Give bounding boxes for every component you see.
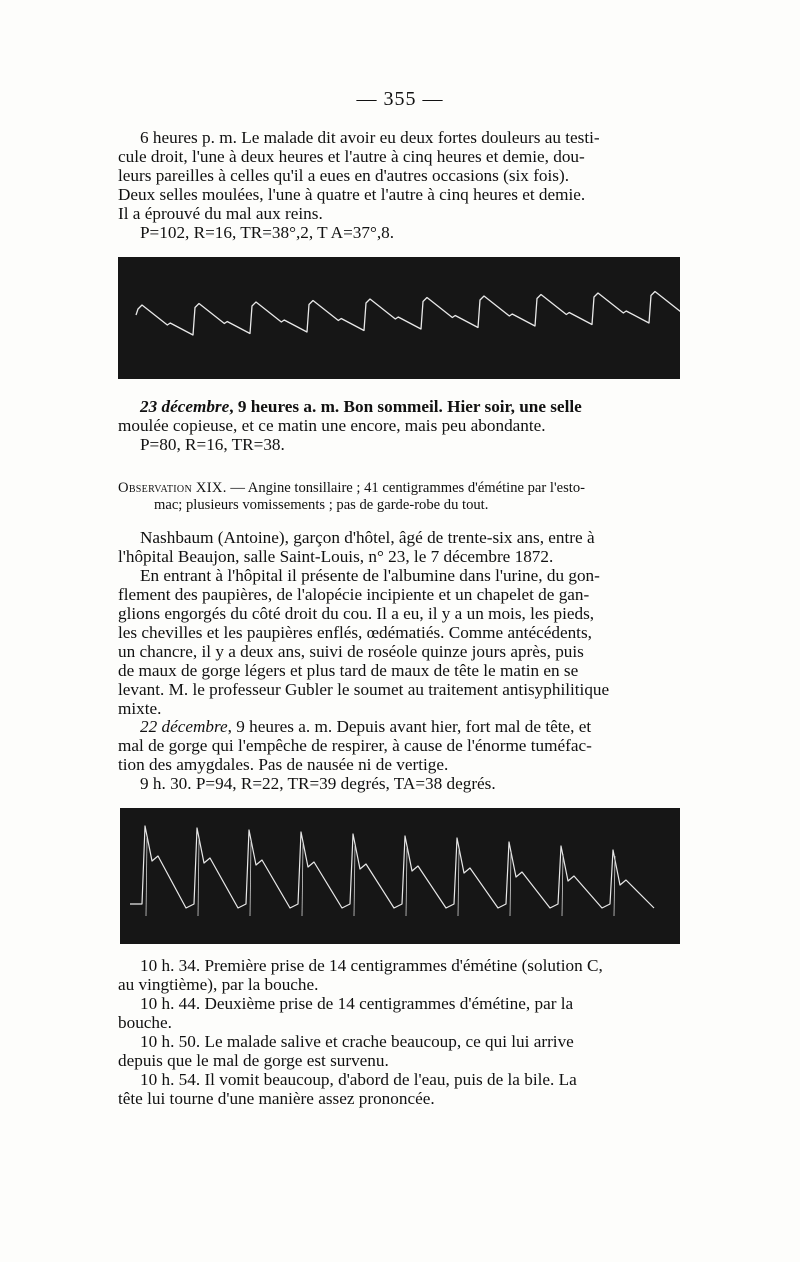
stylus-stroke [146, 838, 147, 916]
text-line: 10 h. 44. Deuxième prise de 14 centigrammes d'émétine, par la [140, 994, 574, 1013]
text-line: au vingtième), par la bouche. [118, 975, 319, 994]
stylus-stroke [354, 846, 355, 916]
vitals-line: P=80, R=16, TR=38. [140, 435, 285, 454]
paragraph-6-heures [118, 128, 678, 242]
page-number: — 355 — [356, 88, 444, 110]
text-line: de maux de gorge légers et plus tard de maux de tête le matin en se [118, 661, 579, 680]
text-line: , 9 heures a. m. Bon sommeil. Hier soir, une selle [229, 397, 582, 416]
text-line: , 9 heures a. m. Depuis avant hier, fort mal de tête, et [227, 717, 592, 736]
text-line: 10 h. 54. Il vomit beaucoup, d'abord de l'eau, puis de la bile. La [140, 1070, 577, 1089]
vitals-line: P=102, R=16, TR=38°,2, T A=37°,8. [140, 223, 395, 242]
text-line: leurs pareilles à celles qu'il a eues en d'autres occasions (six fois). [118, 166, 570, 185]
text-line: cule droit, l'une à deux heures et l'autre à cinq heures et demie, dou- [118, 147, 585, 166]
stylus-stroke [614, 856, 615, 916]
stylus-stroke [406, 848, 407, 916]
text-line: En entrant à l'hôpital il présente de l'albumine dans l'urine, du gon- [140, 566, 600, 585]
text-line: tête lui tourne d'une manière assez prononcée. [118, 1089, 435, 1108]
text-line: tion des amygdales. Pas de nausée ni de vertige. [118, 755, 449, 774]
stylus-stroke [250, 842, 251, 916]
pulse-wave-line [130, 826, 654, 908]
pulse-tracing-2-curve [120, 808, 680, 944]
pulse-tracing-2 [120, 808, 680, 944]
text-line: un chancre, il y a deux ans, suivi de roséole quinze jours après, puis [118, 642, 584, 661]
text-line: l'hôpital Beaujon, salle Saint-Louis, n° 23, le 7 décembre 1872. [118, 547, 554, 566]
date-label: 22 décembre [140, 717, 228, 736]
stylus-stroke [302, 844, 303, 916]
text-line: flement des paupières, de l'alopécie incipiente et un chapelet de gan- [118, 585, 590, 604]
text-line: levant. M. le professeur Gubler le soumet au traitement antisyphilitique [118, 680, 610, 699]
text-line: glions engorgés du côté droit du cou. Il a eu, il y a un mois, les pieds, [118, 604, 595, 623]
text-line: Il a éprouvé du mal aux reins. [118, 204, 323, 223]
vitals-line: 9 h. 30. P=94, R=22, TR=39 degrés, TA=38 degrés. [140, 774, 496, 793]
text-line: Nashbaum (Antoine), garçon d'hôtel, âgé de trente-six ans, entre à [140, 528, 595, 547]
paragraph-23-decembre [118, 397, 678, 454]
text-line: 10 h. 34. Première prise de 14 centigrammes d'émétine (solution C, [140, 956, 603, 975]
text-line: mixte. [118, 699, 162, 718]
pulse-wave-line [136, 292, 680, 336]
stylus-stroke [510, 852, 511, 916]
stylus-stroke [562, 854, 563, 916]
observation-heading [118, 480, 678, 514]
text-line: 10 h. 50. Le malade salive et crache beaucoup, ce qui lui arrive [140, 1032, 574, 1051]
text-line: mal de gorge qui l'empêche de respirer, à cause de l'énorme tuméfac- [118, 736, 592, 755]
text-line: les chevilles et les paupières enflés, œdématiés. Comme antécédents, [118, 623, 592, 642]
text-line: Deux selles moulées, l'une à quatre et l'autre à cinq heures et demie. [118, 185, 586, 204]
text-line: 6 heures p. m. Le malade dit avoir eu deux fortes douleurs au testi- [140, 128, 600, 147]
date-label: 23 décembre [140, 397, 230, 416]
pulse-tracing-1-curve [118, 257, 680, 379]
observation-summary-cont: mac; plusieurs vomissements ; pas de garde-robe du tout. [154, 497, 489, 513]
paragraph-emetine [118, 956, 678, 1108]
stylus-stroke [198, 840, 199, 916]
text-line: depuis que le mal de gorge est survenu. [118, 1051, 389, 1070]
stylus-stroke [458, 850, 459, 916]
paragraph-22-decembre [118, 717, 678, 793]
observation-summary: — Angine tonsillaire ; 41 centigrammes d'émétine par l'esto- [226, 480, 585, 496]
observation-label: Observation XIX. [118, 480, 227, 496]
text-line: bouche. [118, 1013, 172, 1032]
text-line: moulée copieuse, et ce matin une encore, mais peu abondante. [118, 416, 546, 435]
paragraph-nashbaum [118, 528, 678, 718]
pulse-tracing-1 [118, 257, 680, 379]
